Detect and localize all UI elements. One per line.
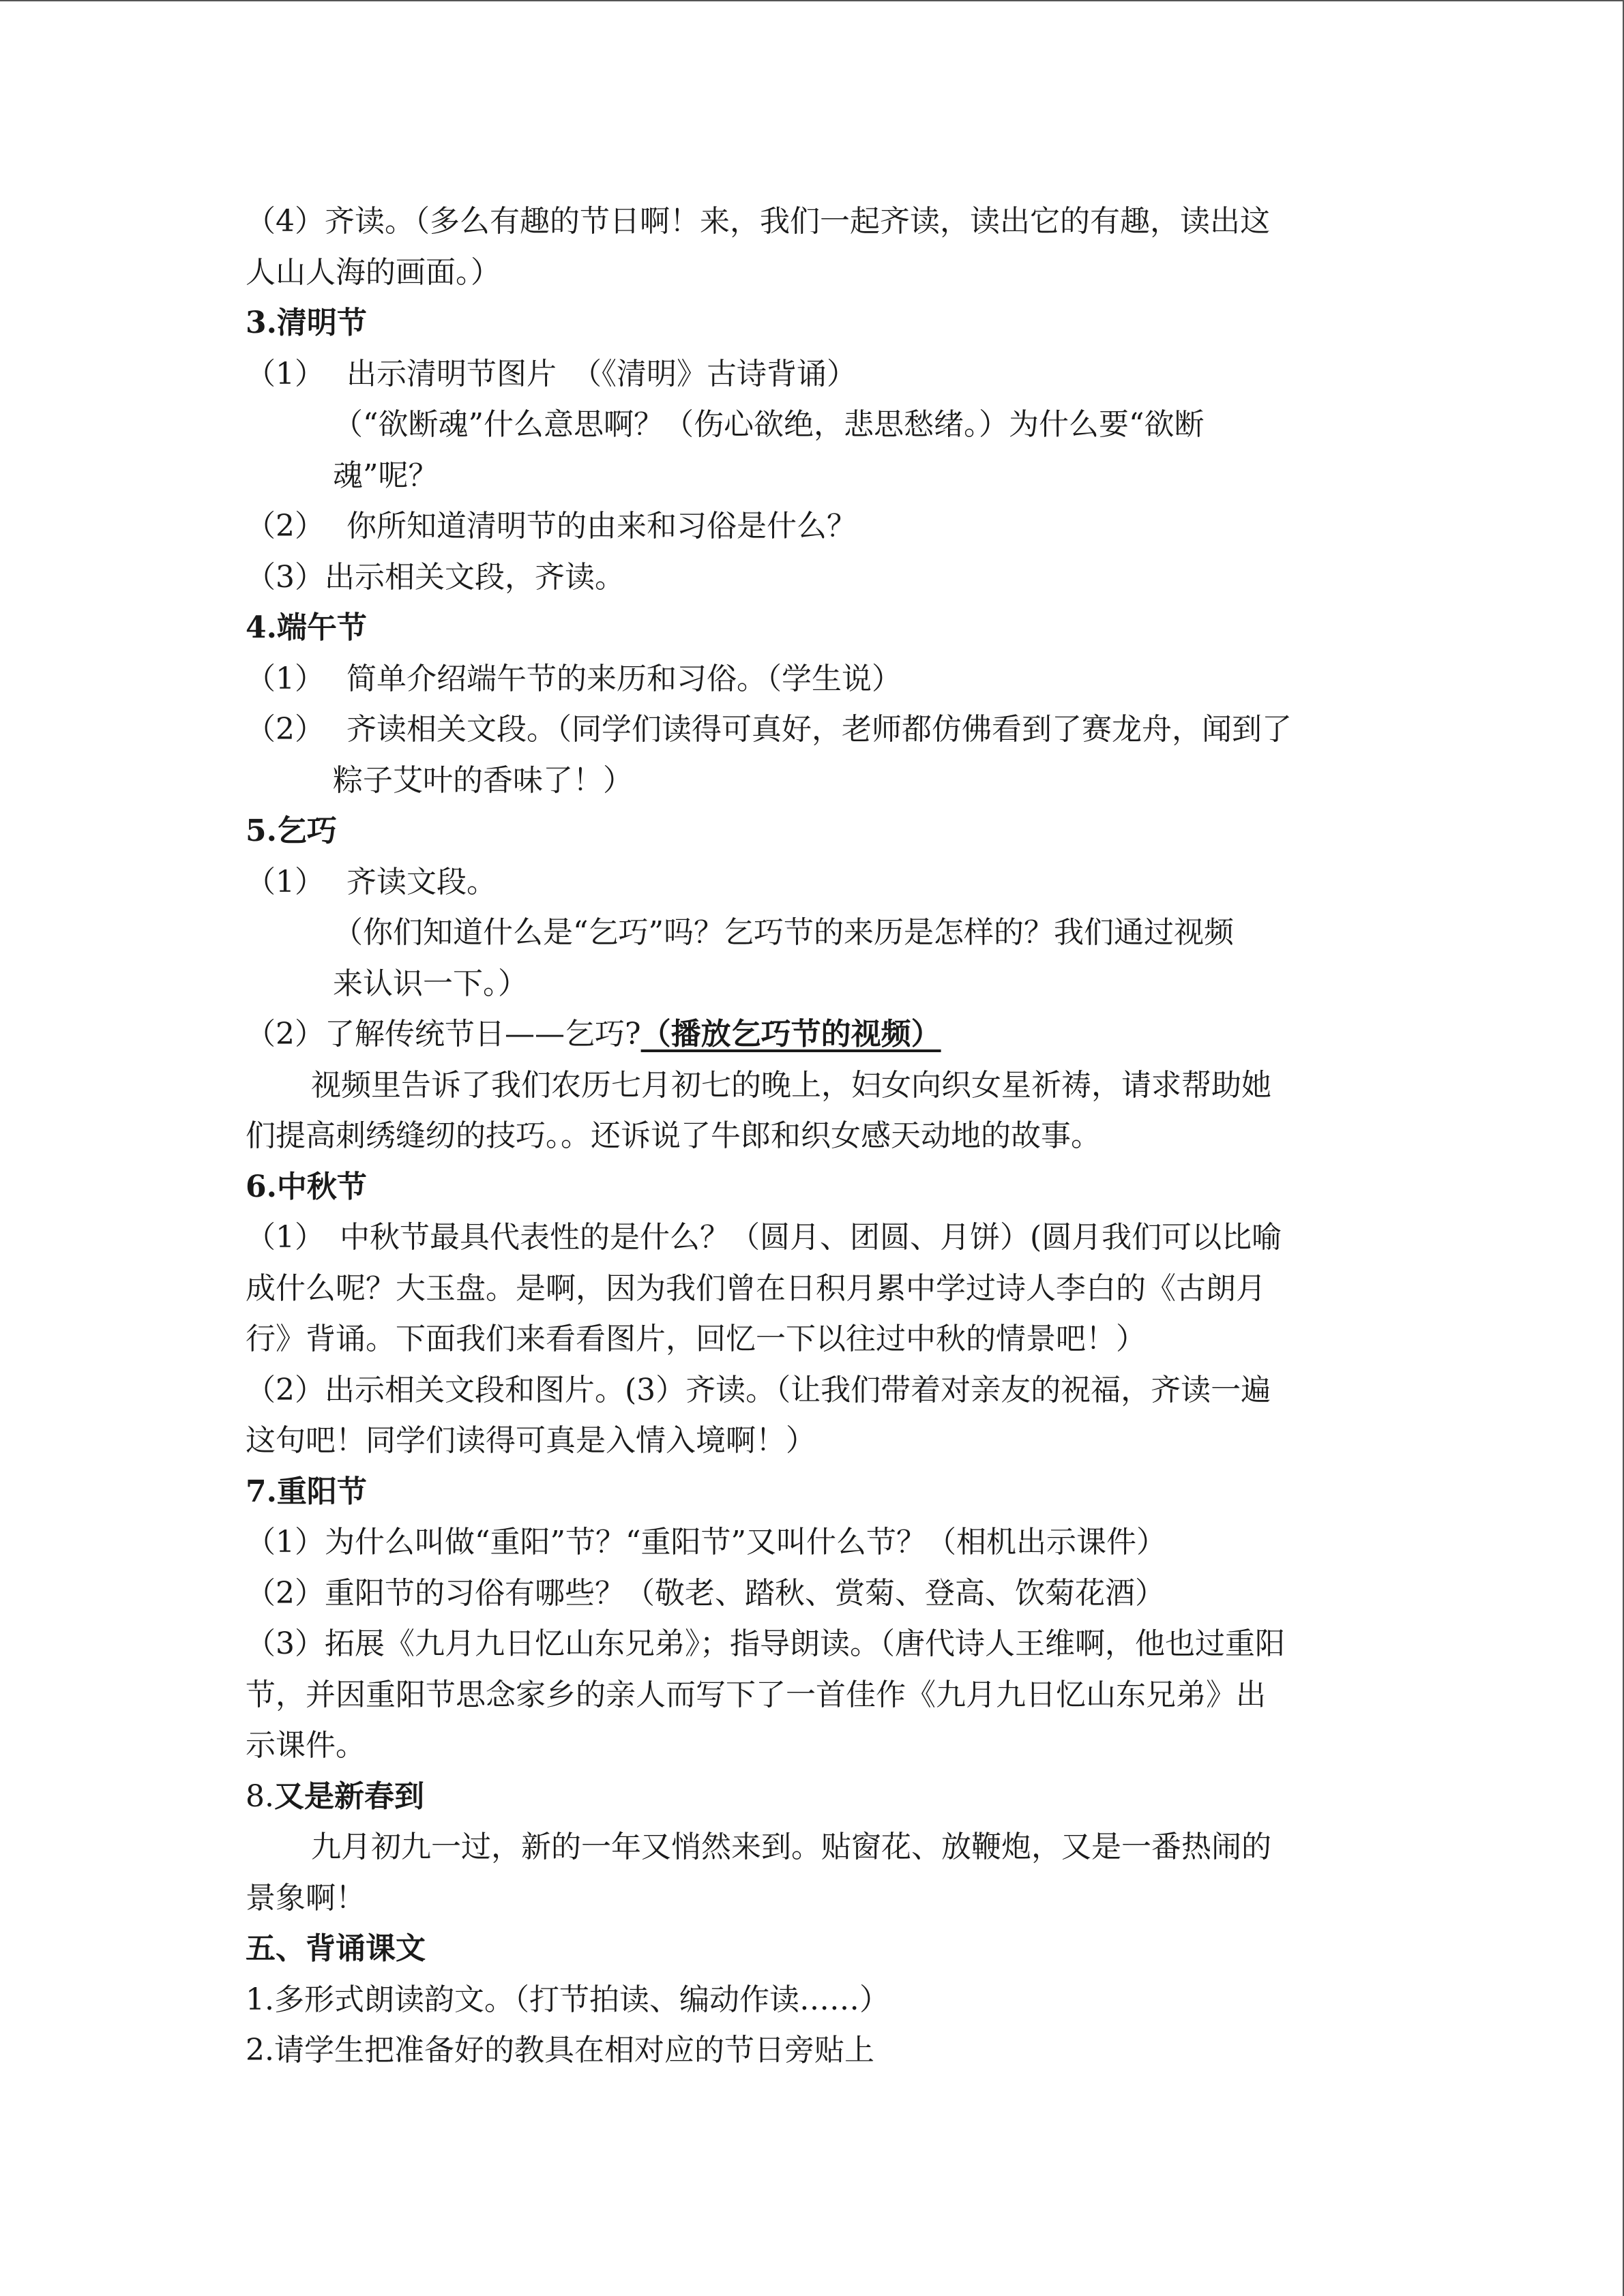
section-heading: 5.乞巧 (246, 814, 337, 848)
section-heading: 7.重阳节 (246, 1474, 367, 1509)
item-number: （2） (246, 712, 325, 747)
section-heading: 五、背诵课文 (246, 1931, 426, 1966)
text-line: 们提高刺绣缝纫的技巧。。还诉说了牛郎和织女感天动地的故事。 (246, 1118, 1101, 1153)
text-line: 这句吧！同学们读得可真是入情入境啊！） (246, 1423, 816, 1458)
numbered-item (246, 654, 1381, 705)
heading-number: 8. (246, 1778, 274, 1814)
page-border-top (0, 0, 1624, 1)
numbered-item (246, 704, 1381, 756)
item-number: （1） (246, 661, 325, 696)
indented-line: （“欲断魂”什么意思啊？（伤心欲绝，悲思愁绪。）为什么要“欲断 (333, 407, 1205, 442)
item-number: （1） (246, 864, 325, 899)
indented-line: 魂”呢？ (333, 458, 439, 493)
item-number: （1） (246, 356, 325, 391)
text-line (246, 1009, 1381, 1060)
document-body (246, 196, 1381, 2076)
text-line: （2）出示相关文段和图片。(3）齐读。（让我们带着对亲友的祝福，齐读一遍 (246, 1372, 1271, 1407)
item-text: 出示清明节图片 （《清明》古诗背诵） (346, 356, 857, 391)
paragraph-first-line: 视频里告诉了我们农历七月初七的晚上，妇女向织女星祈祷，请求帮助她 (311, 1067, 1271, 1103)
section-heading: 4.端午节 (246, 610, 367, 645)
item-number: （2） (246, 509, 325, 543)
numbered-item (246, 501, 1381, 552)
indented-line: 来认识一下。） (333, 966, 528, 1001)
numbered-item (246, 349, 1381, 400)
text-line: 行》背诵。下面我们来看看图片，回忆一下以往过中秋的情景吧！） (246, 1322, 1146, 1356)
text-line: 2.请学生把准备好的教具在相对应的节日旁贴上 (246, 2033, 874, 2068)
indented-line: （你们知道什么是“乞巧”吗？乞巧节的来历是怎样的？我们通过视频 (333, 915, 1234, 950)
text-line: 1.多形式朗读韵文。（打节拍读、编动作读……） (246, 1982, 889, 2017)
section-heading: 6.中秋节 (246, 1169, 367, 1204)
indented-line: 粽子艾叶的香味了！） (333, 762, 633, 798)
text-line: 成什么呢？大玉盘。是啊，因为我们曾在日积月累中学过诗人李白的《古朗月 (246, 1270, 1266, 1306)
numbered-item (246, 857, 1381, 908)
item-text: 齐读相关文段。（同学们读得可真好，老师都仿佛看到了赛龙舟，闻到了 (346, 712, 1292, 747)
section-heading: 3.清明节 (246, 305, 367, 340)
text-line: 节，并因重阳节思念家乡的亲人而写下了一首佳作《九月九日忆山东兄弟》出 (246, 1677, 1266, 1712)
text-line: 示课件。 (246, 1728, 366, 1763)
text-line: （4）齐读。（多么有趣的节日啊！来，我们一起齐读，读出它的有趣，读出这 (246, 204, 1270, 239)
text-line: 景象啊！ (246, 1880, 366, 1915)
text-line: 人山人海的画面。） (246, 254, 501, 290)
item-text: 简单介绍端午节的来历和习俗。（学生说） (346, 661, 902, 696)
item-text: 齐读文段。 (346, 864, 497, 899)
heading-text: 又是新春到 (274, 1778, 424, 1814)
section-heading (246, 1772, 1381, 1823)
text-line: （3）出示相关文段，齐读。 (246, 559, 625, 595)
line-text: （2）了解传统节日——乞巧? (246, 1017, 641, 1052)
text-line: （1） 中秋节最具代表性的是什么？（圆月、团圆、月饼）(圆月我们可以比喻 (246, 1220, 1282, 1255)
paragraph-first-line: 九月初九一过，新的一年又悄然来到。贴窗花、放鞭炮，又是一番热闹的 (311, 1830, 1271, 1864)
text-line: （2）重阳节的习俗有哪些？（敬老、踏秋、赏菊、登高、饮菊花酒） (246, 1575, 1165, 1611)
text-line: （1）为什么叫做“重阳”节？“重阳节”又叫什么节？（相机出示课件） (246, 1525, 1166, 1560)
item-text: 你所知道清明节的由来和习俗是什么？ (346, 509, 857, 543)
text-line: （3）拓展《九月九日忆山东兄弟》；指导朗读。（唐代诗人王维啊，他也过重阳 (246, 1626, 1285, 1661)
emphasized-note: （播放乞巧节的视频） (640, 1017, 941, 1052)
